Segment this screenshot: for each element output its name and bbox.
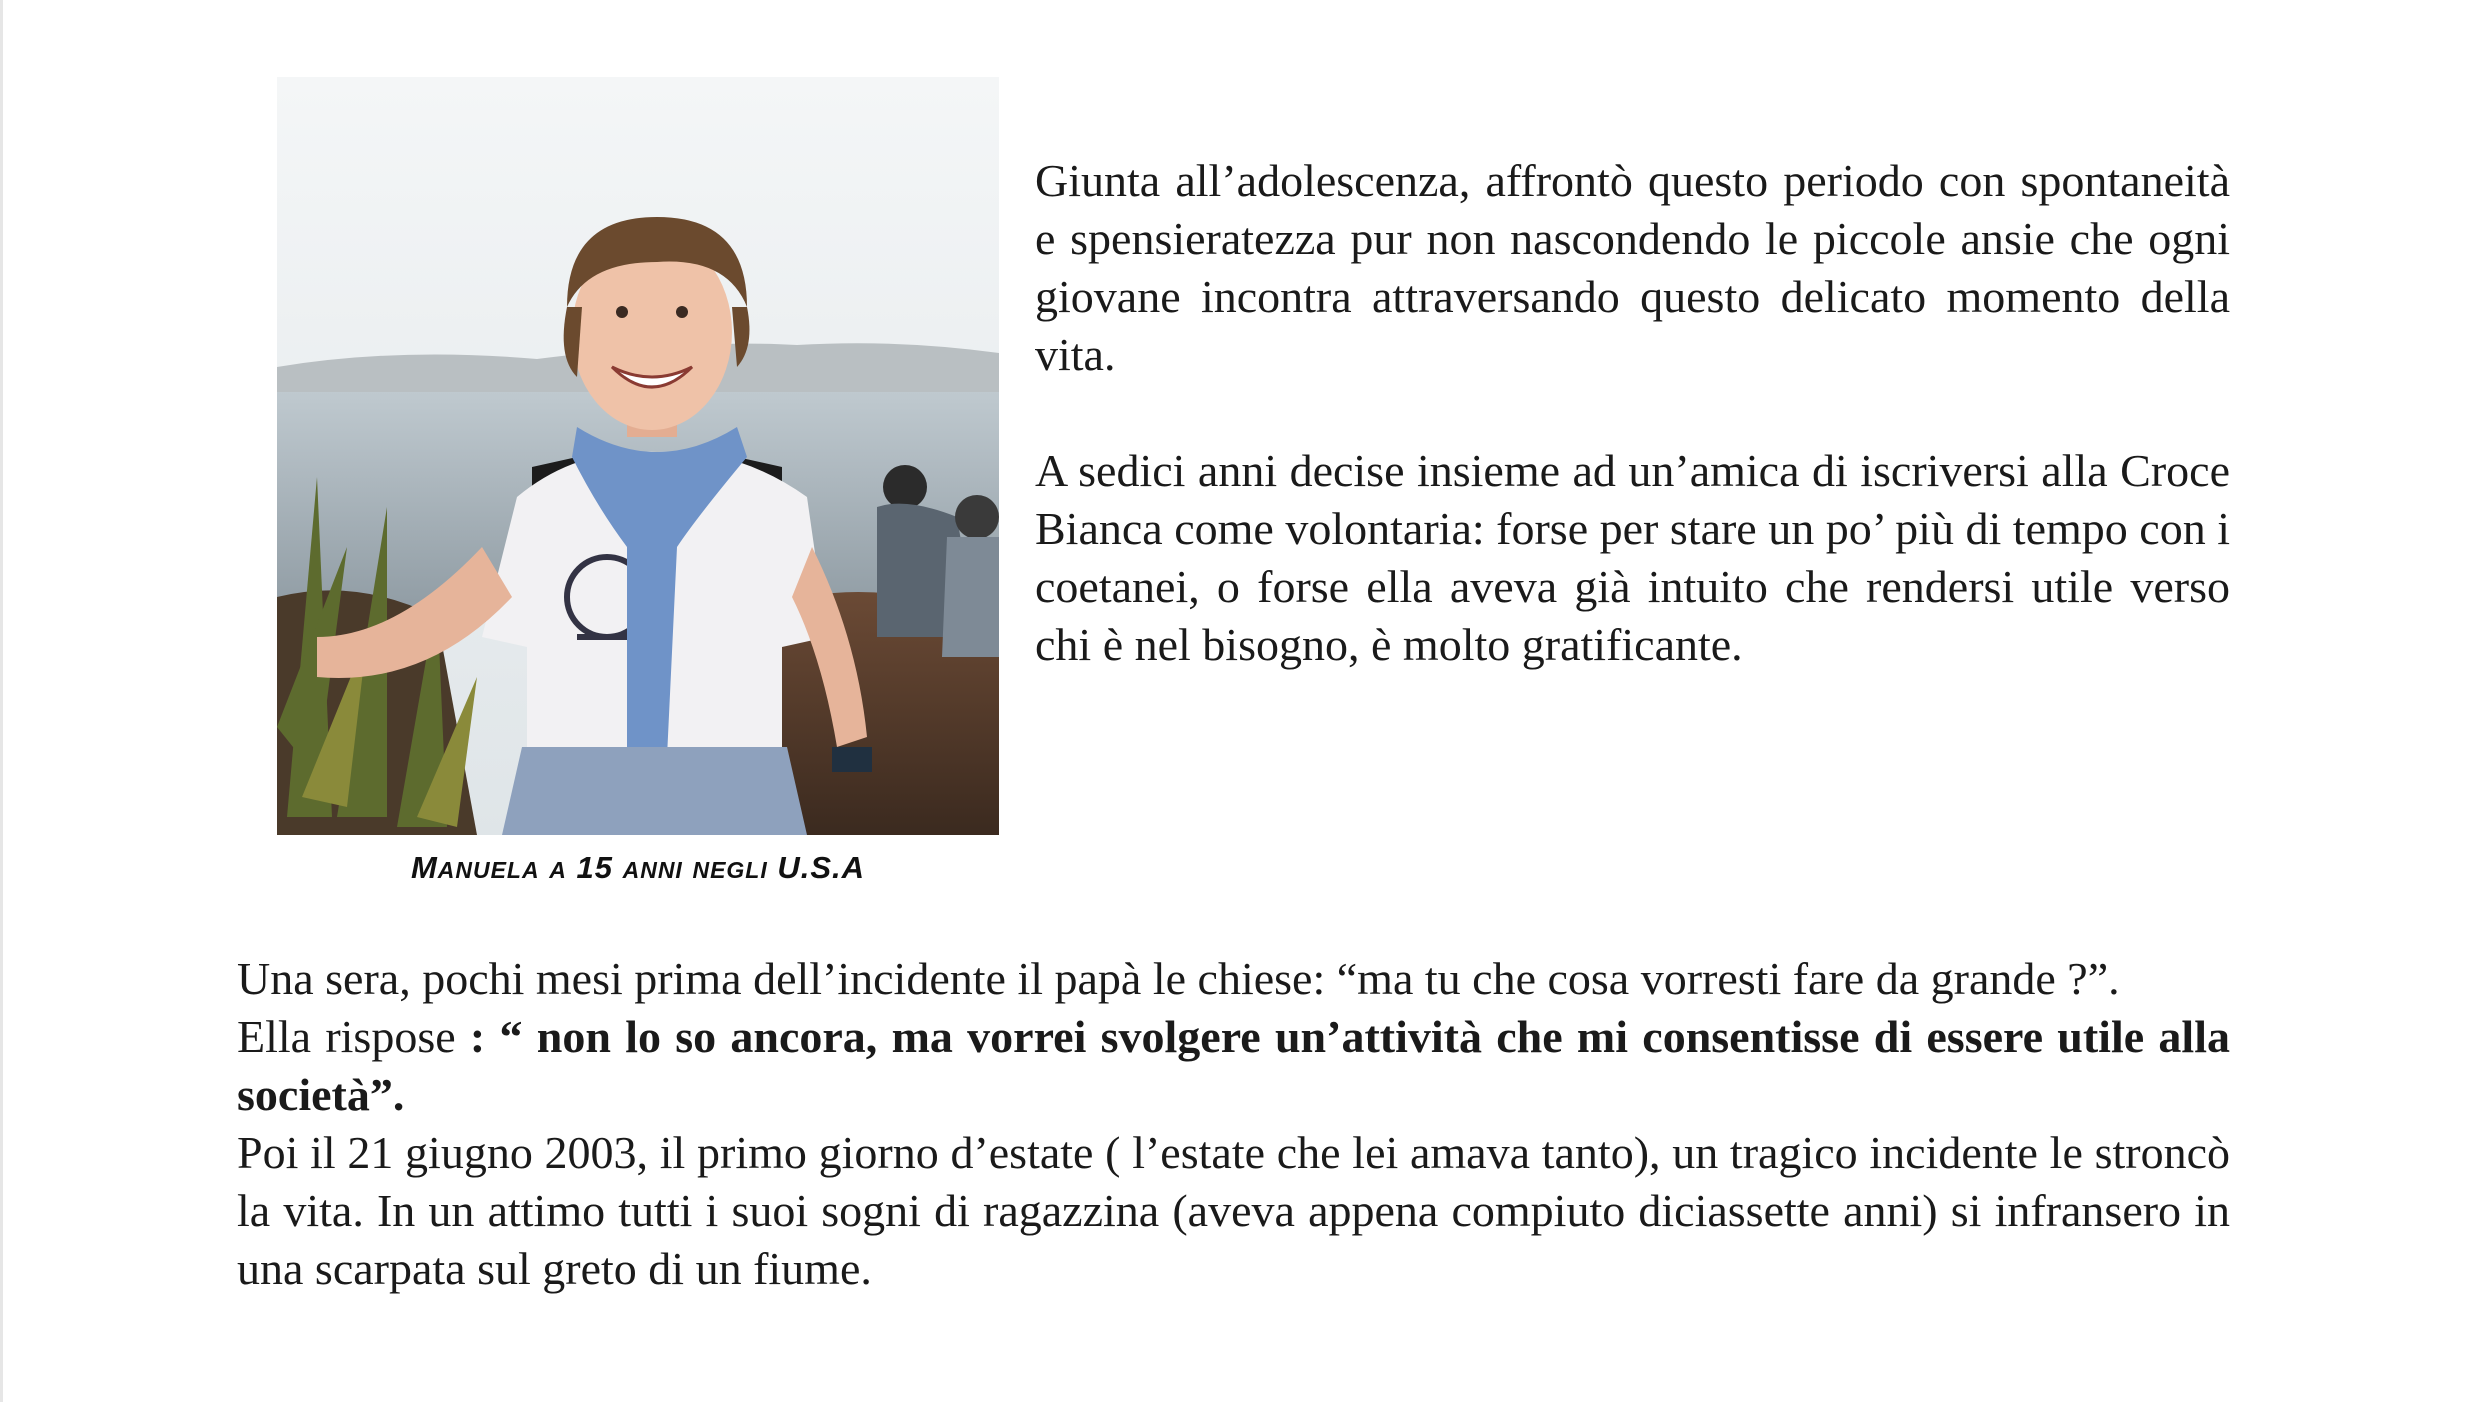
page-edge (0, 0, 3, 1402)
bottom-text (237, 950, 2230, 1298)
right-column (1035, 152, 2230, 674)
paragraph-answer (237, 1008, 2230, 1124)
caption-word1-rest: ANUELA (437, 857, 540, 883)
paragraph-accident: Poi il 21 giugno 2003, il primo giorno d’estate ( l’estate che lei amava tanto), un tragico incidente le stroncò la vita. In un attimo tutti i suoi sogni di ragazzina (aveva appena compiuto diciassette anni) si infransero in una scarpata sul greto di un fiume. (237, 1127, 2230, 1294)
paragraph-question: Una sera, pochi mesi prima dell’incidente il papà le chiese: “ma tu che cosa vorresti fare da grande ?”. (237, 953, 2120, 1004)
caption-word3: ANNI (622, 857, 683, 883)
caption-number: 15 (576, 850, 613, 885)
photo-illustration (277, 77, 999, 835)
answer-quote: : “ non lo so ancora, ma vorrei svolgere un’attività che mi consentisse di essere utile alla società”. (237, 1011, 2230, 1120)
caption-word4: NEGLI (692, 857, 768, 883)
answer-intro: Ella rispose (237, 1011, 470, 1062)
portrait-photo (277, 77, 999, 835)
caption-word2: A (549, 857, 567, 883)
caption-word1-cap: M (410, 850, 438, 885)
photo-caption (277, 850, 999, 886)
caption-place: U.S.A (777, 850, 866, 885)
paragraph-adolescence: Giunta all’adolescenza, affrontò questo periodo con spontaneità e spensieratezza pur non nascondendo le piccole ansie che ogni giovane incontra attraversando questo delicato momento della vita. (1035, 155, 2230, 380)
paragraph-volunteer: A sedici anni decise insieme ad un’amica di iscriversi alla Croce Bianca come volontaria: forse per stare un po’ più di tempo con i coetanei, o forse ella aveva già intuito che rendersi utile verso chi è nel bisogno, è molto gratificante. (1035, 445, 2230, 670)
